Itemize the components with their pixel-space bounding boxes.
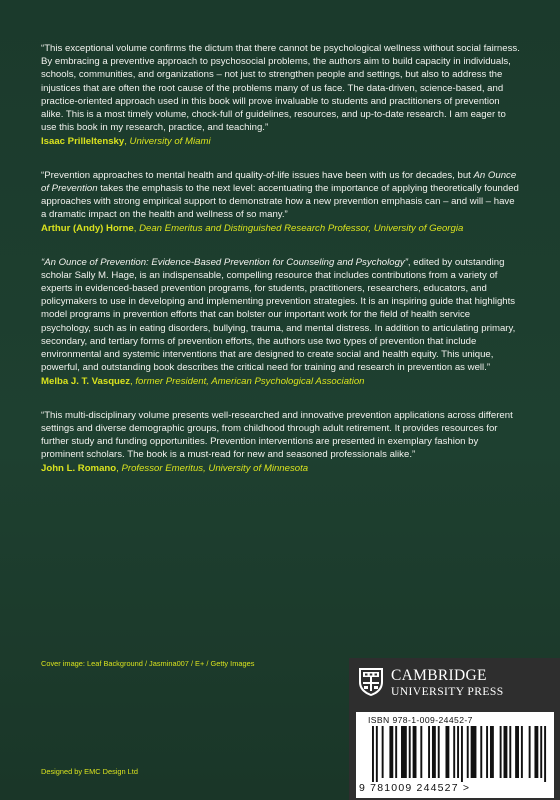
barcode-bar xyxy=(504,726,508,778)
barcode-bar xyxy=(480,726,482,778)
endorsement-4 xyxy=(41,409,521,476)
barcode-bar xyxy=(544,726,546,782)
endorser-name: Arthur (Andy) Horne xyxy=(41,223,134,235)
endorser-name: Isaac Prilleltensky xyxy=(41,136,125,148)
barcode-bar xyxy=(395,726,397,778)
barcode-bar xyxy=(490,726,494,778)
barcode-bar xyxy=(432,726,436,778)
ean-quiet-zone-marker: > xyxy=(462,782,471,794)
endorsement-4-attribution: John L. Romano, Professor Emeritus, University of Minnesota xyxy=(41,463,309,475)
barcode-bar xyxy=(445,726,449,778)
endorser-role: University of Miami xyxy=(129,136,211,148)
barcode-bar xyxy=(372,726,374,782)
barcode-bar xyxy=(409,726,411,778)
publisher-name: CAMBRIDGE xyxy=(391,667,487,684)
endorser-name: John L. Romano xyxy=(41,463,117,475)
endorsement-text-segment: , edited by outstanding scholar Sally M. Hage, is an indispensable, compelling resource that includes contributions from a variety of experts in evidenced-based prevention programs, for students, practitioners, researchers, educators, and policymakers to use in developing and implementing prevention strategies. It is an inspiring guide that highlights model programs in prevention efforts that can bolster our important work for the field of health service psychology, such as in eating disorders, bullying, trauma, and mental distress. In addition to articulating primary, secondary, and tertiary forms of prevention efforts, the authors use two types of prevention that include environmental and systemic interventions that are designed to create social and health equity. This unique, powerful, and outstanding book describes the critical need for training and research in prevention as well.” xyxy=(41,256,516,374)
publisher-panel xyxy=(349,658,560,800)
barcode-bar xyxy=(521,726,523,778)
barcode-bar xyxy=(500,726,502,778)
book-title-italic: An Ounce of Prevention xyxy=(41,169,517,194)
endorsement-text-segment: takes the emphasis to the next level: accentuating the importance of applying theoretically founded approaches with strong empirical support to demonstrate how a new prevention emphasis can – and will – have a dramatic impact on the health and wellness of so many.” xyxy=(41,182,519,221)
endorser-name: Melba J. T. Vasquez xyxy=(41,376,131,388)
isbn-text: ISBN 978-1-009-24452-7 xyxy=(368,715,473,725)
endorsement-4-text: “This multi-disciplinary volume presents well-researched and innovative prevention applications across different settings and diverse demographic groups, from childhood through adult retirement. It provides resources for further study and funding opportunities. Prevention interventions are presented in exemplary fashion by prominent scholars. The book is a must-read for new and seasoned professionals alike.” xyxy=(41,409,513,461)
endorser-role: Dean Emeritus and Distinguished Research Professor, University of Georgia xyxy=(139,223,464,235)
barcode-bar xyxy=(486,726,488,778)
barcode-bar xyxy=(428,726,430,778)
cambridge-crest-icon xyxy=(358,667,384,697)
endorsement-2-text xyxy=(41,169,521,222)
endorsement-3-text xyxy=(41,256,521,375)
publisher-subname: UNIVERSITY PRESS xyxy=(391,685,504,698)
barcode-bar xyxy=(461,726,463,782)
endorsement-1-text: “This exceptional volume confirms the dictum that there cannot be psychological wellness without social fairness. By embracing a preventive approach to psychosocial problems, the authors aim to build capacity in individuals, schools, communities, and organizations – not just to strengthen people and settings, but also to address the injustices that are often the root cause of the problems many of us face. The data-driven, science-based, and practice-oriented approach used in this book will prove invaluable to students and practitioners of prevention alike. This is a most timely volume, chock-full of guidelines, resources, and up-to-date research. I am eager to use this book in my research, practice, and teaching.” xyxy=(41,43,520,134)
endorsement-1 xyxy=(41,42,521,149)
ean-digits: 781009 244527 xyxy=(370,782,459,794)
endorser-role: Professor Emeritus, University of Minnesota xyxy=(121,463,309,475)
barcode-bar xyxy=(457,726,459,778)
ean-lead-digit: 9 xyxy=(359,782,367,794)
barcode-bar xyxy=(413,726,417,778)
barcode-bar xyxy=(389,726,393,778)
book-title-italic: “An Ounce of Prevention: Evidence-Based Prevention for Counseling and Psychology” xyxy=(41,256,408,268)
endorser-role: former President, American Psychological Association xyxy=(135,376,365,388)
barcode-bar xyxy=(534,726,538,778)
barcode-bar xyxy=(467,726,469,778)
barcode-panel xyxy=(356,712,554,798)
barcode-bar xyxy=(509,726,511,778)
ean-text xyxy=(359,782,470,794)
endorsements xyxy=(41,42,521,496)
endorsement-2 xyxy=(41,169,521,236)
barcode-bar xyxy=(540,726,542,778)
endorsement-1-attribution: Isaac Prilleltensky, University of Miami xyxy=(41,136,211,148)
barcode-bar xyxy=(529,726,531,778)
barcode-bar xyxy=(382,726,384,778)
endorsement-2-attribution: Arthur (Andy) Horne, Dean Emeritus and Distinguished Research Professor, University of Georgia xyxy=(41,223,464,235)
design-credit: Designed by EMC Design Ltd xyxy=(41,767,138,776)
barcode-bar xyxy=(453,726,455,778)
barcode-bar xyxy=(438,726,440,778)
barcode-bar xyxy=(515,726,519,778)
endorsement-text-segment: “Prevention approaches to mental health and quality-of-life issues have been with us for decades, but xyxy=(41,169,474,181)
barcode-bar xyxy=(420,726,422,778)
barcode-graphic xyxy=(372,726,548,782)
barcode-bar xyxy=(471,726,477,778)
cover-image-credit: Cover image: Leaf Background / Jasmina007 / E+ / Getty Images xyxy=(41,659,255,668)
barcode-bar xyxy=(376,726,378,782)
endorsement-3-attribution: Melba J. T. Vasquez, former President, American Psychological Association xyxy=(41,376,365,388)
barcode-bar xyxy=(401,726,407,778)
endorsement-3 xyxy=(41,256,521,389)
